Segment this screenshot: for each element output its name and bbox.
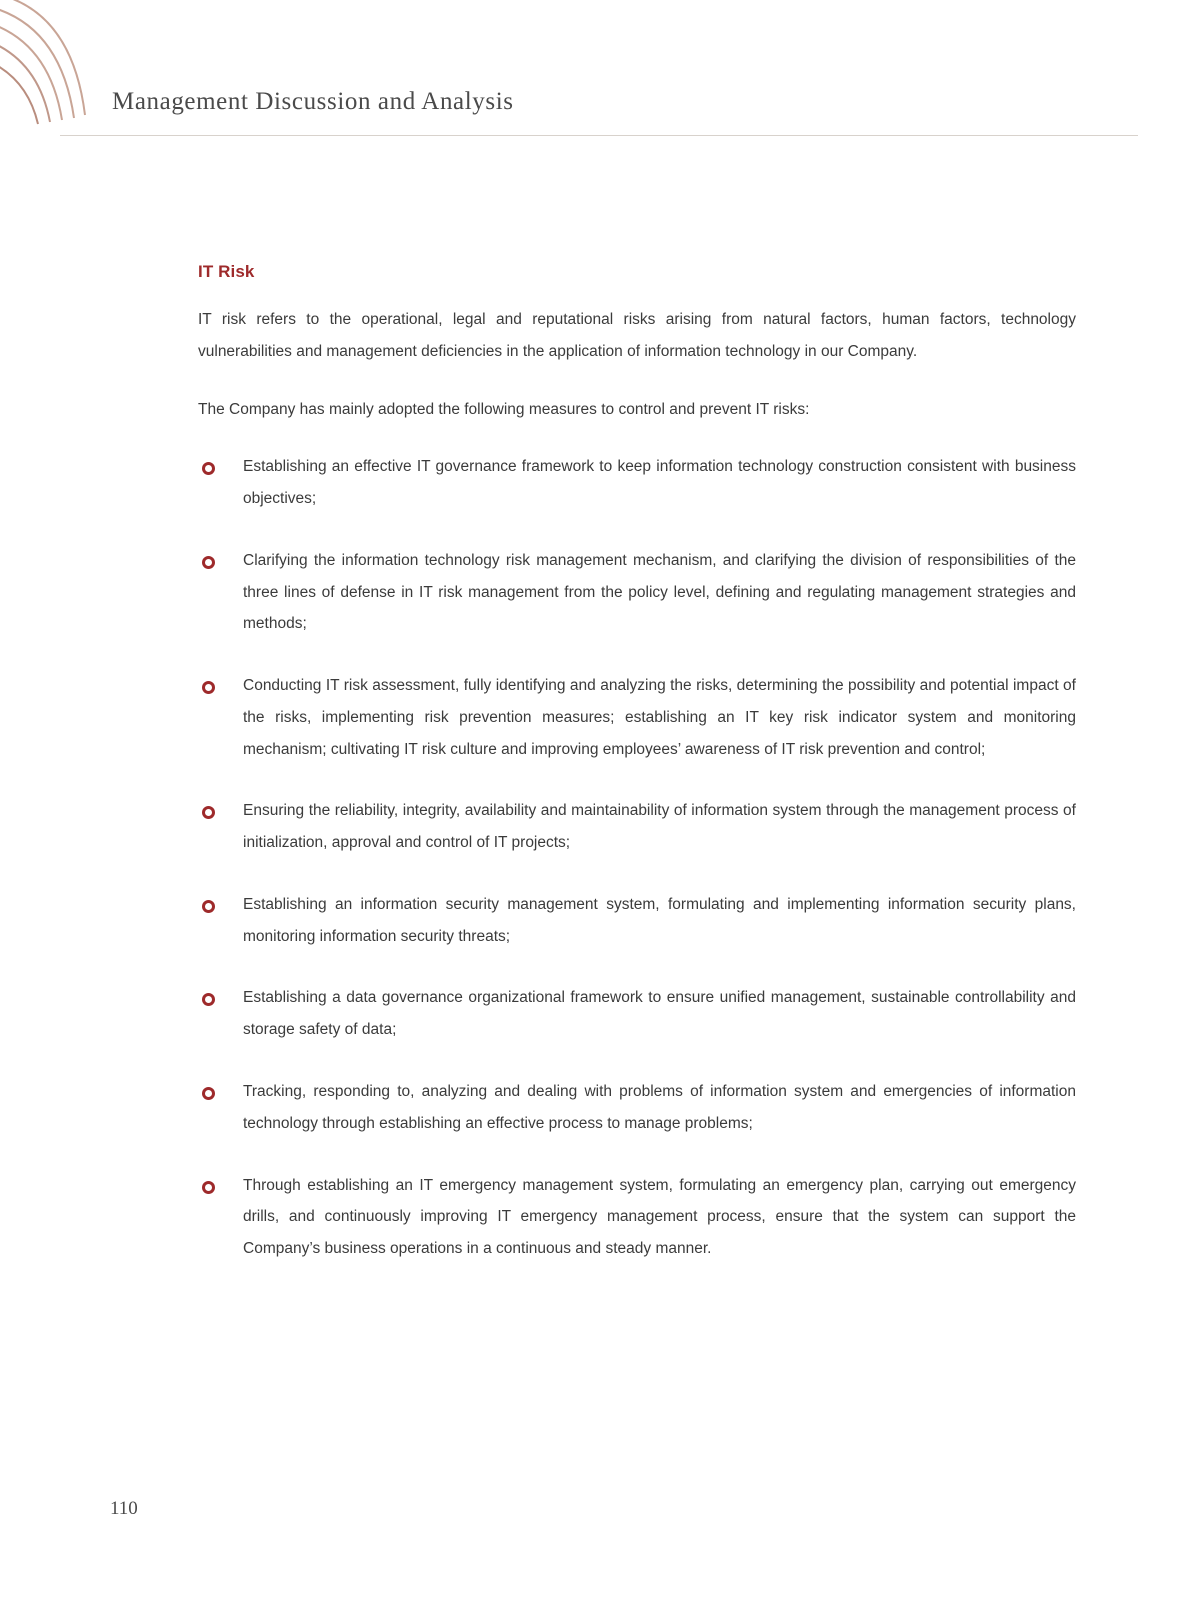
ring-bullet-icon xyxy=(202,900,215,913)
ring-bullet-icon xyxy=(202,681,215,694)
list-item-text: Through establishing an IT emergency management system, formulating an emergency plan, carrying out emergency drills, and continuously improving IT emergency management process, ensure that the system can support the Company’s business operations in a continuous and steady manner. xyxy=(243,1176,1076,1258)
intro-paragraph: IT risk refers to the operational, legal and reputational risks arising from natural factors, human factors, technology vulnerabilities and management deficiencies in the application of information technology in our Company. xyxy=(198,311,1076,360)
list-item xyxy=(198,545,1076,640)
list-item-text: Establishing an information security management system, formulating and implementing information security plans, monitoring information security threats; xyxy=(243,895,1076,945)
list-item xyxy=(198,670,1076,765)
ring-bullet-icon xyxy=(202,993,215,1006)
list-item-text: Clarifying the information technology risk management mechanism, and clarifying the division of responsibilities of the three lines of defense in IT risk management from the policy level, defining and regulating management strategies and methods; xyxy=(243,551,1076,633)
ring-bullet-icon xyxy=(202,1181,215,1194)
ring-bullet-icon xyxy=(202,806,215,819)
list-item xyxy=(198,451,1076,515)
list-item xyxy=(198,795,1076,859)
section-title: IT Risk xyxy=(198,262,255,281)
list-item-text: Tracking, responding to, analyzing and dealing with problems of information system and emergencies of information technology through establishing an effective process to manage problems; xyxy=(243,1083,1076,1132)
measures-lead-paragraph: The Company has mainly adopted the following measures to control and prevent IT risks: xyxy=(198,400,810,418)
ring-bullet-icon xyxy=(202,1087,215,1100)
list-item xyxy=(198,889,1076,953)
list-item xyxy=(198,1170,1076,1265)
page-header-title: Management Discussion and Analysis xyxy=(112,88,514,115)
ring-bullet-icon xyxy=(202,462,215,475)
list-item xyxy=(198,982,1076,1046)
list-item-text: Ensuring the reliability, integrity, availability and maintainability of information system through the management process of initialization, approval and control of IT projects; xyxy=(243,802,1076,852)
list-item-text: Establishing a data governance organizational framework to ensure unified management, sustainable controllability and storage safety of data; xyxy=(243,989,1076,1039)
list-item-text: Conducting IT risk assessment, fully identifying and analyzing the risks, determining the possibility and potential impact of the risks, implementing risk prevention measures; establishing an IT key risk indicator system and monitoring mechanism; cultivating IT risk culture and improving employees’ awareness of IT risk prevention and control; xyxy=(243,677,1076,758)
list-item-text: Establishing an effective IT governance framework to keep information technology construction consistent with business objectives; xyxy=(243,458,1076,508)
ring-bullet-icon xyxy=(202,556,215,569)
arc-lines-decoration-icon xyxy=(0,0,120,140)
list-item xyxy=(198,1076,1076,1140)
header-divider xyxy=(60,135,1138,136)
measures-list xyxy=(198,451,1076,1265)
document-content xyxy=(198,262,1076,1265)
page-number: 110 xyxy=(110,1498,138,1519)
